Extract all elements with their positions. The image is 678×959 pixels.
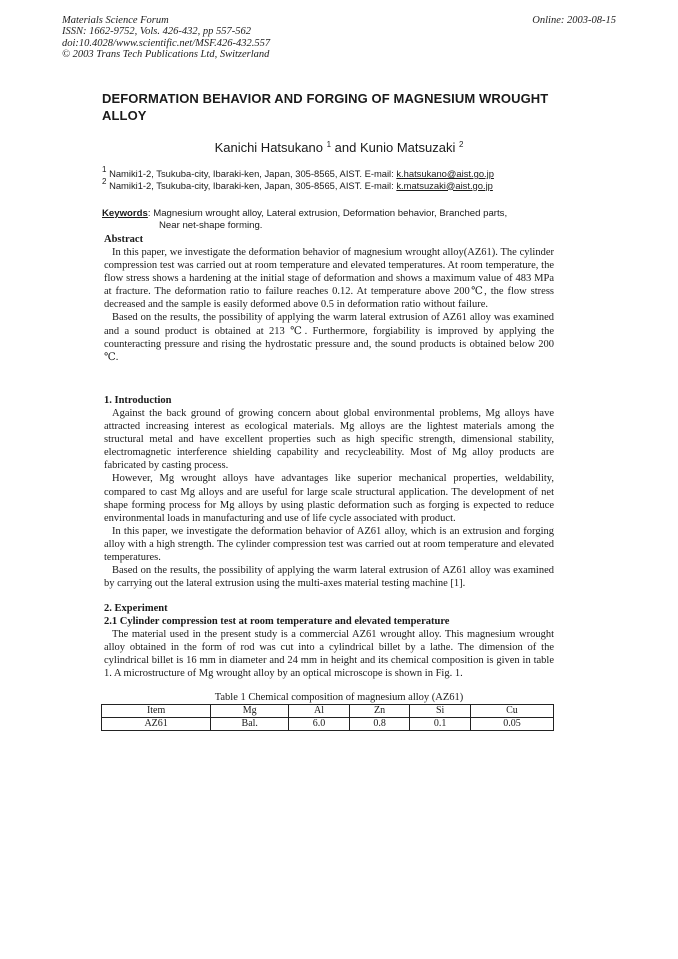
keywords-list-1: Magnesium wrought alloy, Lateral extrusion, Deformation behavior, Branched parts,	[150, 208, 508, 219]
affiliation-2-text: Namiki1-2, Tsukuba-city, Ibaraki-ken, Japan, 305-8565, AIST. E-mail:	[109, 179, 397, 191]
abstract-paragraph-1: In this paper, we investigate the deformation behavior of magnesium wrought alloy(AZ61). The cylinder compression test was carried out at room temperature and elevated temperatures. At room temperature, the flow stress shows a hardening at the initial stage of deformation and shows a maximum value of 483 MPa at fracture. The deformation ratio to failure reaches 0.12. At temperature above 200℃, the flow stress decreased and the sample is easily deformed above 0.5 in deformation ratio without failure.	[104, 247, 554, 311]
introduction-paragraph-4: Based on the results, the possibility of applying the warm lateral extrusion of AZ61 alloy was examined by carrying out the lateral extrusion using the multi-axes material testing machine [1].	[104, 565, 554, 590]
experiment-section	[104, 602, 554, 680]
table-header-cell: Si	[410, 705, 471, 718]
keywords-list-2: Near net-shape forming.	[159, 220, 263, 231]
introduction-section	[104, 394, 554, 590]
author-1: Kanichi Hatsukano	[214, 140, 323, 155]
journal-header	[62, 15, 270, 61]
table-header-row	[102, 705, 554, 718]
table-caption: Table 1 Chemical composition of magnesium alloy (AZ61)	[214, 692, 464, 703]
affiliation-2-mark: 2	[102, 176, 107, 186]
table-cell: 0.05	[470, 718, 553, 731]
table-header-cell: Mg	[211, 705, 289, 718]
paper-title: DEFORMATION BEHAVIOR AND FORGING OF MAGNESIUM WROUGHT ALLOY	[102, 91, 549, 123]
table-cell: AZ61	[102, 718, 211, 731]
table-row	[102, 718, 554, 731]
journal-name: Materials Science Forum	[62, 15, 169, 26]
introduction-paragraph-3: In this paper, we investigate the deformation behavior of AZ61 alloy, which is an extrusion and forging alloy with a high strength. The cylinder compression test was carried out at room temperature and elevated temperatures.	[104, 525, 554, 564]
keywords-colon: :	[147, 208, 151, 219]
table-header-cell: Cu	[470, 705, 553, 718]
author-conjunction: and	[331, 140, 360, 155]
experiment-subheading: 2.1 Cylinder compression test at room temperature and elevated temperature	[104, 616, 450, 627]
abstract-heading: Abstract	[104, 234, 144, 245]
affiliation-2-email-link[interactable]: k.matsuzaki@aist.go.jp	[396, 179, 493, 191]
experiment-heading: 2. Experiment	[104, 603, 168, 614]
affiliation-1-mark: 1	[102, 165, 107, 174]
affiliation-1-text: Namiki1-2, Tsukuba-city, Ibaraki-ken, Japan, 305-8565, AIST. E-mail:	[109, 168, 397, 179]
table-cell: 6.0	[289, 718, 350, 731]
copyright-line: © 2003 Trans Tech Publications Ltd, Switzerland	[62, 49, 270, 61]
author-line	[0, 140, 678, 155]
affiliations	[102, 165, 494, 191]
issn-line: ISSN: 1662-9752, Vols. 426-432, pp 557-562	[62, 26, 251, 38]
affiliation-1	[102, 165, 494, 180]
author-2: Kunio Matsuzaki	[359, 140, 456, 155]
affiliation-2	[102, 176, 494, 192]
table-cell: 0.1	[410, 718, 471, 731]
experiment-paragraph-1: The material used in the present study is a commercial AZ61 wrought alloy. This magnesium wrought alloy obtained in the form of rod was cut into a cylindrical billet by a lathe. The dimension of the cylindrical billet is 16 mm in diameter and 24 mm in height and its chemical composition is given in table 1. A microstructure of Mg wrought alloy by an optical microscope is shown in Fig. 1.	[104, 629, 554, 680]
doi-line[interactable]: doi:10.4028/www.scientific.net/MSF.426-432.557	[62, 37, 271, 49]
introduction-paragraph-1: Against the back ground of growing concern about global environmental problems, Mg alloys have attracted increasing interest as ecological materials. Mg alloys are the lightest materials among the structural metal and have excellent properties such as high specific strength, dimensional stability, electromagnetic interference shielding capability and recycleability. Most of Mg alloy products are fabricated by casting process.	[104, 408, 554, 472]
introduction-heading: 1. Introduction	[104, 395, 172, 406]
table-cell: Bal.	[211, 718, 289, 731]
keywords-label: Keywords	[102, 208, 148, 219]
author-1-affil-mark: 1	[326, 140, 332, 149]
table-header-cell: Zn	[349, 705, 410, 718]
author-2-affil-mark: 2	[458, 140, 464, 149]
table-header-cell: Item	[102, 705, 211, 718]
table-header-cell: Al	[289, 705, 350, 718]
introduction-paragraph-2: However, Mg wrought alloys have advantages like superior mechanical properties, weldability, compared to cast Mg alloys and are useful for large scale structural application. The development of net shape forming process for Mg alloys by using plastic deformation such as forging is expected to reduce environmental loads in manufacturing and use of life cycle associated with product.	[104, 473, 554, 524]
chemical-composition-table	[101, 704, 554, 731]
keywords-line-1	[102, 208, 562, 220]
abstract-section	[104, 233, 554, 364]
keywords	[102, 208, 562, 232]
abstract-paragraph-2: Based on the results, the possibility of applying the warm lateral extrusion of AZ61 alloy was examined and a sound product is obtained at 213 ℃. Furthermore, forgiability is improved by applying the counteracting pressure and rising the hydrostatic pressure and, the sound products is obtained below 200 ℃.	[104, 312, 554, 363]
affiliation-1-email-link[interactable]: k.hatsukano@aist.go.jp	[396, 168, 494, 179]
online-date: Online: 2003-08-15	[532, 15, 616, 26]
table-cell: 0.8	[349, 718, 410, 731]
